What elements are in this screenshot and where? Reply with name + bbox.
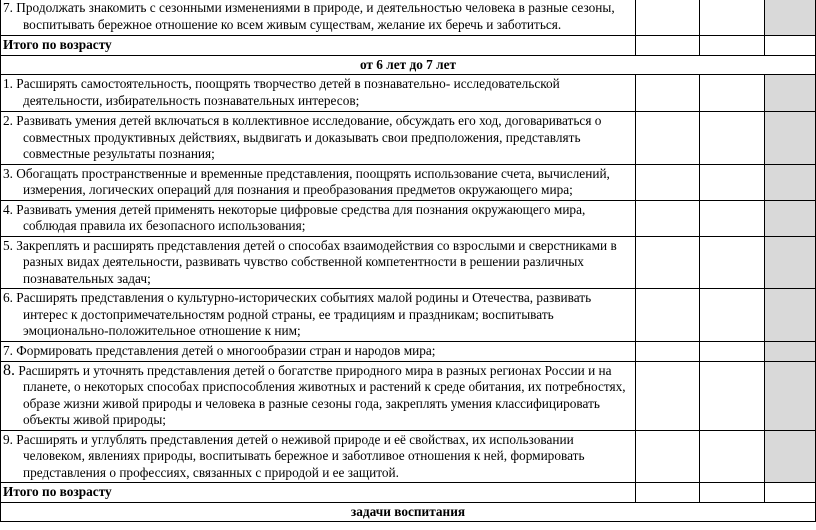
task-description: 6. Расширять представления о культурно-исторических событиях малой родины и Отечества, развивать интерес к достопримечательностям родной страны, ее традициям и праздникам; воспитывать эмоционально-положительное отношение к ним;	[3, 290, 592, 338]
score-cell-3[interactable]	[765, 112, 816, 165]
task-text	[3, 432, 631, 482]
task-cell	[1, 361, 636, 430]
task-cell	[1, 289, 636, 342]
task-number: 8.	[3, 361, 15, 379]
score-cell-3[interactable]	[765, 200, 816, 236]
score-cell-1[interactable]	[635, 236, 700, 289]
score-cell-1[interactable]	[635, 483, 700, 503]
score-cell-3[interactable]	[765, 36, 816, 56]
score-cell-1[interactable]	[635, 0, 700, 36]
task-text	[3, 76, 631, 109]
task-cell	[1, 200, 636, 236]
table-row	[1, 200, 816, 236]
task-description: 3. Обогащать пространственные и временные представления, поощрять использование счета, вычислений, измерения, логических операций для познания и преобразования предметов окружающего мира;	[3, 165, 610, 197]
table-row	[1, 164, 816, 200]
table-row	[1, 341, 816, 361]
score-cell-2[interactable]	[700, 75, 765, 112]
task-text	[3, 166, 631, 199]
task-text	[3, 238, 631, 288]
score-cell-2[interactable]	[700, 483, 765, 503]
section-header-row	[1, 55, 816, 75]
score-cell-3[interactable]	[765, 361, 816, 430]
score-cell-2[interactable]	[700, 112, 765, 165]
score-cell-1[interactable]	[635, 164, 700, 200]
score-cell-2[interactable]	[700, 430, 765, 483]
task-cell	[1, 112, 636, 165]
table-row	[1, 75, 816, 112]
score-cell-1[interactable]	[635, 361, 700, 430]
task-description: 2. Развивать умения детей включаться в коллективное исследование, обсуждать его ход, договариваться о совместных продуктивных действиях, выдвигать и доказывать свои предположения, представлять совместные результаты познания;	[3, 113, 602, 161]
total-row	[1, 483, 816, 503]
task-text	[3, 290, 631, 340]
task-text	[3, 113, 631, 163]
task-description: 1. Расширять самостоятельность, поощрять творчество детей в познавательно- исследовательской деятельности, избирательность познавательных интересов;	[3, 76, 560, 108]
score-cell-3[interactable]	[765, 483, 816, 503]
score-cell-1[interactable]	[635, 430, 700, 483]
score-cell-2[interactable]	[700, 236, 765, 289]
task-cell	[1, 0, 636, 36]
table-row	[1, 289, 816, 342]
section-header: задачи воспитания	[1, 502, 816, 522]
score-cell-1[interactable]	[635, 200, 700, 236]
total-label: Итого по возрасту	[1, 36, 636, 56]
score-cell-2[interactable]	[700, 341, 765, 361]
total-row	[1, 36, 816, 56]
score-cell-2[interactable]	[700, 361, 765, 430]
score-cell-3[interactable]	[765, 289, 816, 342]
score-cell-2[interactable]	[700, 164, 765, 200]
score-cell-2[interactable]	[700, 200, 765, 236]
task-cell	[1, 236, 636, 289]
score-cell-3[interactable]	[765, 0, 816, 36]
task-text	[3, 202, 631, 235]
score-cell-1[interactable]	[635, 75, 700, 112]
task-cell	[1, 341, 636, 361]
score-cell-1[interactable]	[635, 36, 700, 56]
task-description: 7. Продолжать знакомить с сезонными изменениями в природе, и деятельностью человека в разные сезоны, воспитывать бережное отношение ко всем живым существам, желание их беречь и заботиться.	[3, 0, 615, 32]
score-cell-2[interactable]	[700, 36, 765, 56]
task-description: 9. Расширять и углублять представления детей о неживой природе и её свойствах, их использовании человеком, явлениях природы, воспитывать бережное и заботливое отношения к ней, формировать представления о профессиях, связанных с природой и ее защитой.	[3, 431, 585, 480]
task-cell	[1, 164, 636, 200]
table-row	[1, 236, 816, 289]
score-cell-2[interactable]	[700, 0, 765, 36]
task-cell	[1, 430, 636, 483]
task-text	[3, 363, 631, 429]
task-description: 4. Развивать умения детей применять некоторые цифровые средства для познания окружающего мира, соблюдая правила их безопасного использования;	[3, 201, 586, 233]
section-header: от 6 лет до 7 лет	[1, 55, 816, 75]
task-text	[3, 343, 631, 360]
table-row	[1, 0, 816, 36]
task-description: 5. Закреплять и расширять представления детей о способах взаимодействия со взрослыми и сверстниками в разных видах деятельности, развивать чувство собственной компетентности в решении различных познавательных задач;	[3, 237, 617, 286]
score-cell-3[interactable]	[765, 430, 816, 483]
table-row	[1, 112, 816, 165]
score-cell-1[interactable]	[635, 112, 700, 165]
task-text	[3, 0, 631, 33]
score-cell-1[interactable]	[635, 289, 700, 342]
table-row	[1, 361, 816, 430]
total-label: Итого по возрасту	[1, 483, 636, 503]
score-cell-3[interactable]	[765, 164, 816, 200]
score-cell-3[interactable]	[765, 75, 816, 112]
score-cell-1[interactable]	[635, 341, 700, 361]
task-description: 7. Формировать представления детей о многообразии стран и народов мира;	[3, 342, 436, 358]
table-row	[1, 430, 816, 483]
score-cell-3[interactable]	[765, 236, 816, 289]
task-description: Расширять и уточнять представления детей о богатстве природного мира в разных регионах России и на планете, о некоторых способах приспособления животных и растений к среде обитания, их потребностях, образе жизни живой природы и человека в разные сезоны года, закреплять умения классифицировать объекты живой природы;	[15, 362, 626, 427]
score-cell-2[interactable]	[700, 289, 765, 342]
task-cell	[1, 75, 636, 112]
score-cell-3[interactable]	[765, 341, 816, 361]
section-header-row	[1, 502, 816, 522]
